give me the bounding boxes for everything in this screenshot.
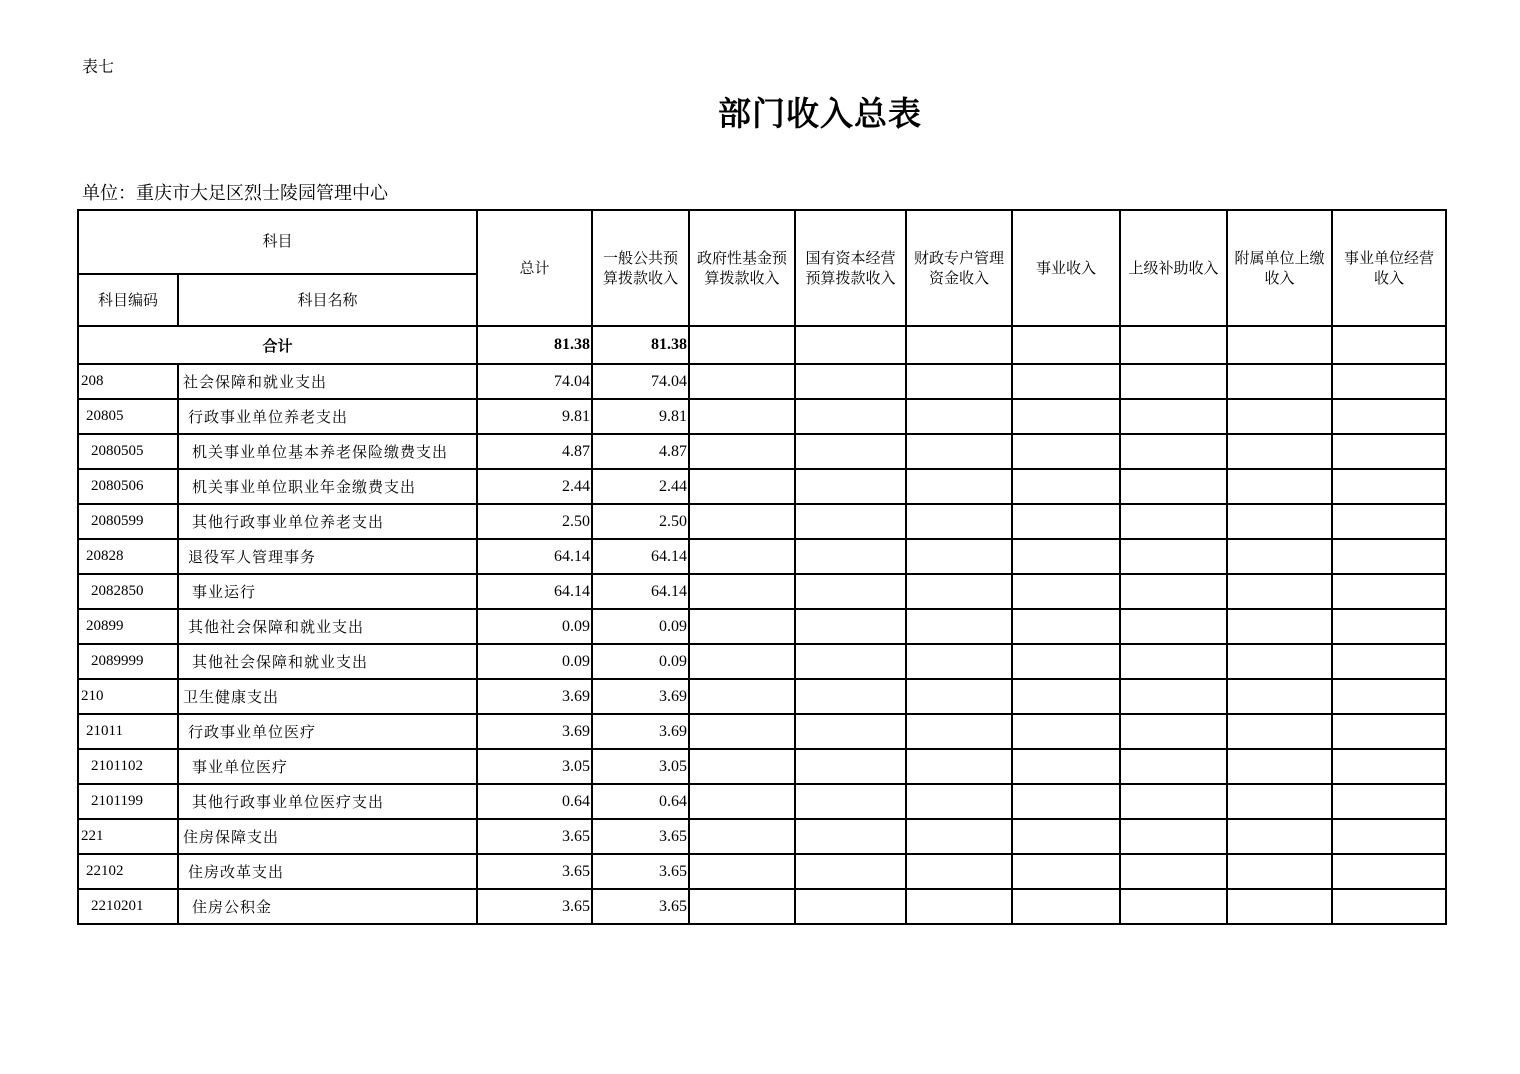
empty-cell — [906, 644, 1012, 679]
table-row — [78, 644, 1446, 679]
empty-cell — [1227, 644, 1332, 679]
table-row — [78, 434, 1446, 469]
empty-cell — [1120, 784, 1227, 819]
page-title: 部门收入总表 — [718, 94, 922, 133]
empty-cell — [1120, 644, 1227, 679]
row-general-budget: 3.65 — [592, 854, 689, 889]
header-total: 总计 — [477, 210, 592, 326]
empty-cell — [689, 714, 795, 749]
empty-cell — [795, 326, 906, 364]
empty-cell — [689, 854, 795, 889]
empty-cell — [1227, 854, 1332, 889]
header-row-top — [78, 210, 1446, 274]
empty-cell — [689, 889, 795, 924]
empty-cell — [689, 679, 795, 714]
empty-cell — [795, 714, 906, 749]
total-general-budget: 81.38 — [592, 326, 689, 364]
empty-cell — [795, 889, 906, 924]
empty-cell — [689, 399, 795, 434]
income-summary-table — [77, 209, 1447, 925]
row-general-budget: 3.69 — [592, 679, 689, 714]
empty-cell — [1332, 574, 1446, 609]
header-state-capital: 国有资本经营预算拨款收入 — [795, 210, 906, 326]
row-general-budget: 0.09 — [592, 609, 689, 644]
row-code: 2101199 — [78, 784, 178, 819]
total-value: 81.38 — [477, 326, 592, 364]
row-code: 20899 — [78, 609, 178, 644]
empty-cell — [795, 854, 906, 889]
empty-cell — [1012, 504, 1120, 539]
row-name: 社会保障和就业支出 — [178, 364, 477, 399]
empty-cell — [906, 469, 1012, 504]
row-code: 210 — [78, 679, 178, 714]
row-name: 退役军人管理事务 — [178, 539, 477, 574]
empty-cell — [1332, 644, 1446, 679]
empty-cell — [1332, 434, 1446, 469]
row-name: 行政事业单位养老支出 — [178, 399, 477, 434]
row-code: 221 — [78, 819, 178, 854]
row-total: 9.81 — [477, 399, 592, 434]
header-subject: 科目 — [78, 210, 477, 274]
empty-cell — [906, 504, 1012, 539]
empty-cell — [795, 434, 906, 469]
row-general-budget: 3.69 — [592, 714, 689, 749]
empty-cell — [1120, 326, 1227, 364]
table-row — [78, 399, 1446, 434]
row-total: 3.69 — [477, 714, 592, 749]
empty-cell — [1332, 889, 1446, 924]
empty-cell — [1120, 399, 1227, 434]
empty-cell — [689, 469, 795, 504]
total-row — [78, 326, 1446, 364]
row-general-budget: 0.64 — [592, 784, 689, 819]
empty-cell — [1012, 364, 1120, 399]
empty-cell — [1012, 574, 1120, 609]
empty-cell — [1332, 326, 1446, 364]
table-row — [78, 889, 1446, 924]
row-total: 74.04 — [477, 364, 592, 399]
header-special-fund: 财政专户管理资金收入 — [906, 210, 1012, 326]
row-code: 2080599 — [78, 504, 178, 539]
empty-cell — [689, 784, 795, 819]
empty-cell — [1332, 504, 1446, 539]
empty-cell — [1332, 714, 1446, 749]
empty-cell — [795, 819, 906, 854]
empty-cell — [1332, 364, 1446, 399]
row-total: 3.69 — [477, 679, 592, 714]
table-number: 表七 — [82, 57, 115, 76]
empty-cell — [1332, 679, 1446, 714]
table-row — [78, 574, 1446, 609]
table-row — [78, 609, 1446, 644]
row-name: 住房改革支出 — [178, 854, 477, 889]
empty-cell — [689, 504, 795, 539]
empty-cell — [1332, 609, 1446, 644]
empty-cell — [1012, 889, 1120, 924]
empty-cell — [795, 539, 906, 574]
row-general-budget: 0.09 — [592, 644, 689, 679]
empty-cell — [689, 326, 795, 364]
row-name: 事业单位医疗 — [178, 749, 477, 784]
row-general-budget: 3.65 — [592, 819, 689, 854]
row-total: 0.64 — [477, 784, 592, 819]
empty-cell — [906, 714, 1012, 749]
empty-cell — [1120, 434, 1227, 469]
table-body — [78, 326, 1446, 924]
empty-cell — [1227, 434, 1332, 469]
empty-cell — [689, 609, 795, 644]
empty-cell — [906, 574, 1012, 609]
header-operating-income: 事业单位经营收入 — [1332, 210, 1446, 326]
row-total: 3.65 — [477, 819, 592, 854]
row-code: 2101102 — [78, 749, 178, 784]
empty-cell — [795, 574, 906, 609]
empty-cell — [689, 644, 795, 679]
row-total: 0.09 — [477, 609, 592, 644]
empty-cell — [1120, 679, 1227, 714]
empty-cell — [1012, 679, 1120, 714]
header-code: 科目编码 — [78, 274, 178, 326]
table-row — [78, 469, 1446, 504]
empty-cell — [689, 749, 795, 784]
row-code: 20828 — [78, 539, 178, 574]
empty-cell — [906, 399, 1012, 434]
empty-cell — [1227, 504, 1332, 539]
empty-cell — [1120, 539, 1227, 574]
header-name: 科目名称 — [178, 274, 477, 326]
row-code: 2082850 — [78, 574, 178, 609]
empty-cell — [1120, 574, 1227, 609]
empty-cell — [1012, 644, 1120, 679]
row-general-budget: 74.04 — [592, 364, 689, 399]
row-total: 2.44 — [477, 469, 592, 504]
table-row — [78, 749, 1446, 784]
empty-cell — [1227, 399, 1332, 434]
row-total: 4.87 — [477, 434, 592, 469]
empty-cell — [1012, 854, 1120, 889]
empty-cell — [1332, 399, 1446, 434]
empty-cell — [1120, 504, 1227, 539]
row-name: 其他社会保障和就业支出 — [178, 609, 477, 644]
row-name: 其他行政事业单位养老支出 — [178, 504, 477, 539]
empty-cell — [1332, 469, 1446, 504]
empty-cell — [795, 469, 906, 504]
empty-cell — [906, 784, 1012, 819]
empty-cell — [906, 889, 1012, 924]
row-name: 住房公积金 — [178, 889, 477, 924]
empty-cell — [1012, 326, 1120, 364]
row-general-budget: 9.81 — [592, 399, 689, 434]
empty-cell — [1012, 469, 1120, 504]
header-superior-subsidy: 上级补助收入 — [1120, 210, 1227, 326]
empty-cell — [1012, 819, 1120, 854]
row-general-budget: 3.65 — [592, 889, 689, 924]
row-total: 3.05 — [477, 749, 592, 784]
empty-cell — [1120, 364, 1227, 399]
empty-cell — [1227, 679, 1332, 714]
empty-cell — [1120, 714, 1227, 749]
empty-cell — [1227, 819, 1332, 854]
row-name: 机关事业单位基本养老保险缴费支出 — [178, 434, 477, 469]
empty-cell — [689, 434, 795, 469]
row-code: 20805 — [78, 399, 178, 434]
table-row — [78, 819, 1446, 854]
table-row — [78, 679, 1446, 714]
row-general-budget: 2.50 — [592, 504, 689, 539]
empty-cell — [906, 609, 1012, 644]
empty-cell — [1227, 889, 1332, 924]
row-total: 2.50 — [477, 504, 592, 539]
header-general-budget: 一般公共预算拨款收入 — [592, 210, 689, 326]
empty-cell — [1012, 714, 1120, 749]
row-code: 2210201 — [78, 889, 178, 924]
header-gov-fund: 政府性基金预算拨款收入 — [689, 210, 795, 326]
empty-cell — [795, 644, 906, 679]
row-name: 事业运行 — [178, 574, 477, 609]
empty-cell — [906, 679, 1012, 714]
empty-cell — [1120, 854, 1227, 889]
total-label: 合计 — [78, 326, 477, 364]
empty-cell — [795, 679, 906, 714]
empty-cell — [906, 364, 1012, 399]
row-general-budget: 64.14 — [592, 574, 689, 609]
empty-cell — [1012, 434, 1120, 469]
empty-cell — [1012, 749, 1120, 784]
empty-cell — [689, 364, 795, 399]
empty-cell — [1012, 539, 1120, 574]
empty-cell — [1227, 749, 1332, 784]
row-code: 22102 — [78, 854, 178, 889]
empty-cell — [1227, 574, 1332, 609]
empty-cell — [795, 609, 906, 644]
row-total: 3.65 — [477, 889, 592, 924]
row-name: 住房保障支出 — [178, 819, 477, 854]
unit-label: 单位：重庆市大足区烈士陵园管理中心 — [82, 183, 388, 204]
row-code: 21011 — [78, 714, 178, 749]
empty-cell — [689, 574, 795, 609]
row-code: 208 — [78, 364, 178, 399]
empty-cell — [1227, 326, 1332, 364]
empty-cell — [1227, 609, 1332, 644]
row-name: 其他社会保障和就业支出 — [178, 644, 477, 679]
table-row — [78, 714, 1446, 749]
empty-cell — [906, 539, 1012, 574]
empty-cell — [689, 539, 795, 574]
row-name: 其他行政事业单位医疗支出 — [178, 784, 477, 819]
row-code: 2089999 — [78, 644, 178, 679]
table-row — [78, 854, 1446, 889]
empty-cell — [1120, 819, 1227, 854]
empty-cell — [1120, 749, 1227, 784]
empty-cell — [1227, 539, 1332, 574]
header-affiliated-payment: 附属单位上缴收入 — [1227, 210, 1332, 326]
empty-cell — [795, 784, 906, 819]
empty-cell — [906, 854, 1012, 889]
empty-cell — [1227, 714, 1332, 749]
empty-cell — [1120, 609, 1227, 644]
empty-cell — [795, 749, 906, 784]
row-total: 3.65 — [477, 854, 592, 889]
empty-cell — [1332, 854, 1446, 889]
empty-cell — [689, 819, 795, 854]
empty-cell — [1332, 539, 1446, 574]
empty-cell — [1332, 784, 1446, 819]
empty-cell — [1012, 784, 1120, 819]
empty-cell — [1012, 399, 1120, 434]
table-row — [78, 784, 1446, 819]
empty-cell — [1332, 749, 1446, 784]
row-code: 2080505 — [78, 434, 178, 469]
empty-cell — [906, 749, 1012, 784]
table-row — [78, 504, 1446, 539]
empty-cell — [1227, 469, 1332, 504]
row-code: 2080506 — [78, 469, 178, 504]
empty-cell — [1012, 609, 1120, 644]
row-general-budget: 64.14 — [592, 539, 689, 574]
empty-cell — [1120, 889, 1227, 924]
row-total: 64.14 — [477, 574, 592, 609]
table-row — [78, 364, 1446, 399]
row-general-budget: 2.44 — [592, 469, 689, 504]
row-name: 卫生健康支出 — [178, 679, 477, 714]
empty-cell — [795, 504, 906, 539]
empty-cell — [795, 399, 906, 434]
row-total: 64.14 — [477, 539, 592, 574]
row-general-budget: 4.87 — [592, 434, 689, 469]
empty-cell — [906, 819, 1012, 854]
table-row — [78, 539, 1446, 574]
empty-cell — [1120, 469, 1227, 504]
row-name: 机关事业单位职业年金缴费支出 — [178, 469, 477, 504]
empty-cell — [906, 434, 1012, 469]
header-business-income: 事业收入 — [1012, 210, 1120, 326]
empty-cell — [1227, 784, 1332, 819]
empty-cell — [1227, 364, 1332, 399]
empty-cell — [795, 364, 906, 399]
row-total: 0.09 — [477, 644, 592, 679]
row-general-budget: 3.05 — [592, 749, 689, 784]
empty-cell — [1332, 819, 1446, 854]
empty-cell — [906, 326, 1012, 364]
row-name: 行政事业单位医疗 — [178, 714, 477, 749]
